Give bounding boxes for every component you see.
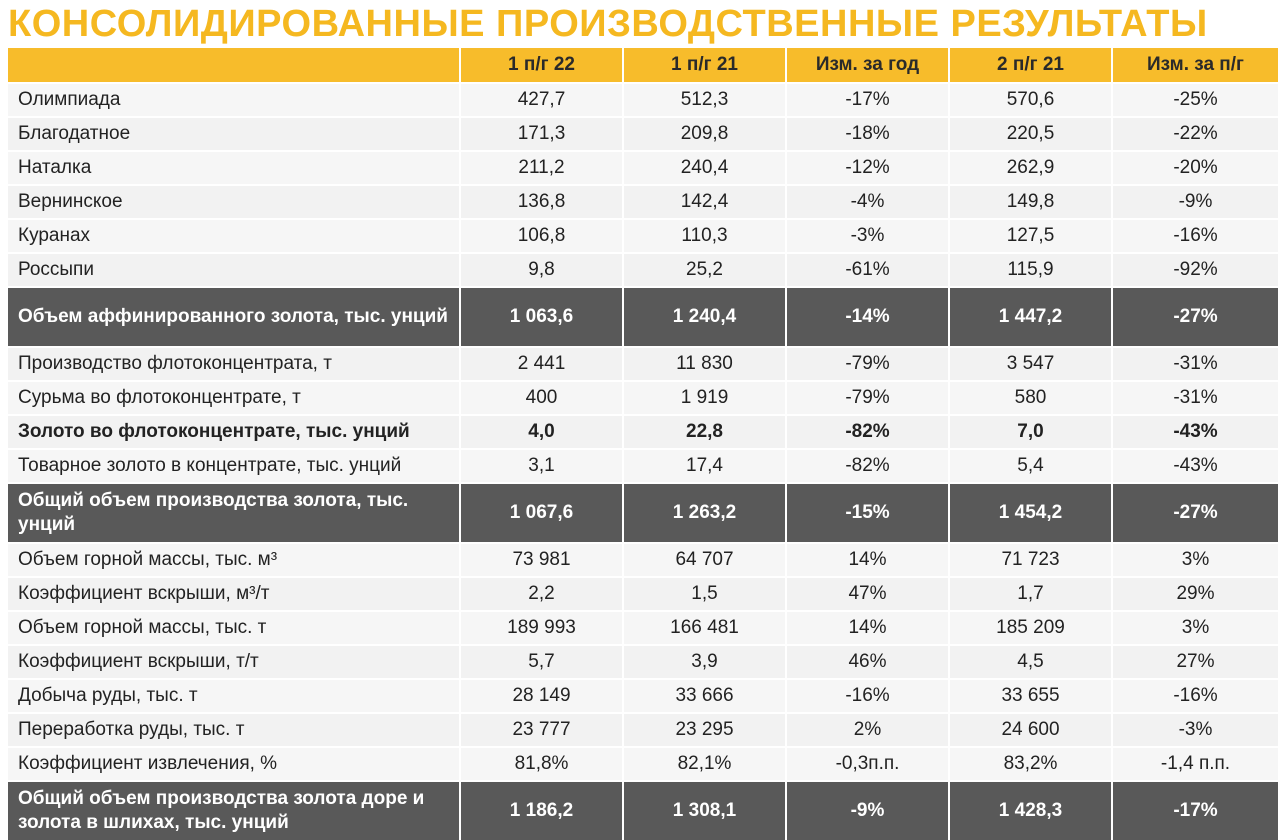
cell-value: 4,0 (460, 415, 623, 449)
cell-value: 2,2 (460, 577, 623, 611)
cell-value: 23 295 (623, 713, 786, 747)
cell-value: -3% (786, 219, 949, 253)
cell-value: 189 993 (460, 611, 623, 645)
table-row (8, 747, 1278, 781)
cell-value: 580 (949, 381, 1112, 415)
row-label: Общий объем производства золота, тыс. унций (8, 483, 460, 543)
cell-value: -25% (1112, 83, 1278, 117)
cell-value: 3,1 (460, 449, 623, 483)
cell-value: 11 830 (623, 347, 786, 381)
cell-value: 3% (1112, 611, 1278, 645)
cell-value: 3% (1112, 543, 1278, 577)
cell-value: -43% (1112, 449, 1278, 483)
cell-value: 1 428,3 (949, 781, 1112, 840)
table-row (8, 117, 1278, 151)
production-results-table (8, 48, 1278, 840)
cell-value: 240,4 (623, 151, 786, 185)
cell-value: 1 263,2 (623, 483, 786, 543)
cell-value: -61% (786, 253, 949, 287)
cell-value: 1 919 (623, 381, 786, 415)
summary-row (8, 287, 1278, 347)
cell-value: 171,3 (460, 117, 623, 151)
cell-value: 33 666 (623, 679, 786, 713)
page-title: КОНСОЛИДИРОВАННЫЕ ПРОИЗВОДСТВЕННЫЕ РЕЗУЛЬТАТЫ (8, 3, 1208, 45)
cell-value: 17,4 (623, 449, 786, 483)
table-row (8, 611, 1278, 645)
cell-value: 110,3 (623, 219, 786, 253)
cell-value: 3 547 (949, 347, 1112, 381)
cell-value: -12% (786, 151, 949, 185)
cell-value: 1 308,1 (623, 781, 786, 840)
header-h1-2022: 1 п/г 22 (460, 48, 623, 83)
cell-value: 5,4 (949, 449, 1112, 483)
header-hoh-change: Изм. за п/г (1112, 48, 1278, 83)
cell-value: 262,9 (949, 151, 1112, 185)
cell-value: 23 777 (460, 713, 623, 747)
table-row (8, 577, 1278, 611)
summary-row (8, 483, 1278, 543)
cell-value: 2% (786, 713, 949, 747)
cell-value: 127,5 (949, 219, 1112, 253)
cell-value: -3% (1112, 713, 1278, 747)
cell-value: -31% (1112, 347, 1278, 381)
cell-value: -4% (786, 185, 949, 219)
table-row (8, 219, 1278, 253)
cell-value: -17% (786, 83, 949, 117)
cell-value: 115,9 (949, 253, 1112, 287)
cell-value: 22,8 (623, 415, 786, 449)
row-label: Коэффициент вскрыши, м³/т (8, 577, 460, 611)
cell-value: 14% (786, 611, 949, 645)
cell-value: 1,5 (623, 577, 786, 611)
cell-value: -22% (1112, 117, 1278, 151)
cell-value: 46% (786, 645, 949, 679)
cell-value: -82% (786, 449, 949, 483)
cell-value: -27% (1112, 287, 1278, 347)
cell-value: 570,6 (949, 83, 1112, 117)
cell-value: -79% (786, 347, 949, 381)
cell-value: 209,8 (623, 117, 786, 151)
cell-value: -14% (786, 287, 949, 347)
table-row (8, 713, 1278, 747)
cell-value: 185 209 (949, 611, 1112, 645)
row-label: Объем горной массы, тыс. т (8, 611, 460, 645)
cell-value: 149,8 (949, 185, 1112, 219)
cell-value: -82% (786, 415, 949, 449)
table-row (8, 645, 1278, 679)
cell-value: -43% (1112, 415, 1278, 449)
row-label: Переработка руды, тыс. т (8, 713, 460, 747)
row-label: Россыпи (8, 253, 460, 287)
cell-value: -27% (1112, 483, 1278, 543)
row-label: Куранах (8, 219, 460, 253)
cell-value: 82,1% (623, 747, 786, 781)
cell-value: 24 600 (949, 713, 1112, 747)
cell-value: -79% (786, 381, 949, 415)
cell-value: 25,2 (623, 253, 786, 287)
cell-value: 106,8 (460, 219, 623, 253)
table-row (8, 253, 1278, 287)
cell-value: 47% (786, 577, 949, 611)
cell-value: 220,5 (949, 117, 1112, 151)
cell-value: 83,2% (949, 747, 1112, 781)
cell-value: 142,4 (623, 185, 786, 219)
table-row (8, 151, 1278, 185)
row-label: Коэффициент вскрыши, т/т (8, 645, 460, 679)
table-row (8, 185, 1278, 219)
cell-value: -15% (786, 483, 949, 543)
row-label: Вернинское (8, 185, 460, 219)
cell-value: -92% (1112, 253, 1278, 287)
cell-value: -16% (1112, 679, 1278, 713)
cell-value: 211,2 (460, 151, 623, 185)
row-label: Коэффициент извлечения, % (8, 747, 460, 781)
cell-value: 1 447,2 (949, 287, 1112, 347)
cell-value: 166 481 (623, 611, 786, 645)
cell-value: 29% (1112, 577, 1278, 611)
cell-value: 1 063,6 (460, 287, 623, 347)
cell-value: 1 240,4 (623, 287, 786, 347)
row-label: Добыча руды, тыс. т (8, 679, 460, 713)
row-label: Сурьма во флотоконцентрате, т (8, 381, 460, 415)
cell-value: 7,0 (949, 415, 1112, 449)
cell-value: -9% (1112, 185, 1278, 219)
row-label: Объем горной массы, тыс. м³ (8, 543, 460, 577)
cell-value: 9,8 (460, 253, 623, 287)
cell-value: 71 723 (949, 543, 1112, 577)
cell-value: 400 (460, 381, 623, 415)
row-label: Золото во флотоконцентрате, тыс. унций (8, 415, 460, 449)
cell-value: -1,4 п.п. (1112, 747, 1278, 781)
table-row (8, 449, 1278, 483)
table-row (8, 415, 1278, 449)
cell-value: 427,7 (460, 83, 623, 117)
header-h1-2021: 1 п/г 21 (623, 48, 786, 83)
cell-value: -16% (786, 679, 949, 713)
cell-value: -31% (1112, 381, 1278, 415)
cell-value: 5,7 (460, 645, 623, 679)
cell-value: 136,8 (460, 185, 623, 219)
cell-value: -16% (1112, 219, 1278, 253)
cell-value: 1,7 (949, 577, 1112, 611)
cell-value: 27% (1112, 645, 1278, 679)
cell-value: -18% (786, 117, 949, 151)
summary-row (8, 781, 1278, 840)
table-row (8, 83, 1278, 117)
cell-value: 512,3 (623, 83, 786, 117)
cell-value: -17% (1112, 781, 1278, 840)
cell-value: 4,5 (949, 645, 1112, 679)
row-label: Наталка (8, 151, 460, 185)
row-label: Производство флотоконцентрата, т (8, 347, 460, 381)
table-header-row (8, 48, 1278, 83)
table-row (8, 347, 1278, 381)
cell-value: 33 655 (949, 679, 1112, 713)
table-row (8, 543, 1278, 577)
cell-value: -0,3п.п. (786, 747, 949, 781)
table-row (8, 679, 1278, 713)
cell-value: 1 454,2 (949, 483, 1112, 543)
cell-value: 3,9 (623, 645, 786, 679)
cell-value: -20% (1112, 151, 1278, 185)
cell-value: 14% (786, 543, 949, 577)
row-label: Благодатное (8, 117, 460, 151)
cell-value: -9% (786, 781, 949, 840)
header-h2-2021: 2 п/г 21 (949, 48, 1112, 83)
cell-value: 28 149 (460, 679, 623, 713)
header-label (8, 48, 460, 83)
cell-value: 1 186,2 (460, 781, 623, 840)
row-label: Общий объем производства золота доре и золота в шлихах, тыс. унций (8, 781, 460, 840)
header-yoy-change: Изм. за год (786, 48, 949, 83)
row-label: Товарное золото в концентрате, тыс. унций (8, 449, 460, 483)
cell-value: 81,8% (460, 747, 623, 781)
cell-value: 73 981 (460, 543, 623, 577)
cell-value: 1 067,6 (460, 483, 623, 543)
table-row (8, 381, 1278, 415)
cell-value: 2 441 (460, 347, 623, 381)
cell-value: 64 707 (623, 543, 786, 577)
row-label: Олимпиада (8, 83, 460, 117)
row-label: Объем аффинированного золота, тыс. унций (8, 287, 460, 347)
